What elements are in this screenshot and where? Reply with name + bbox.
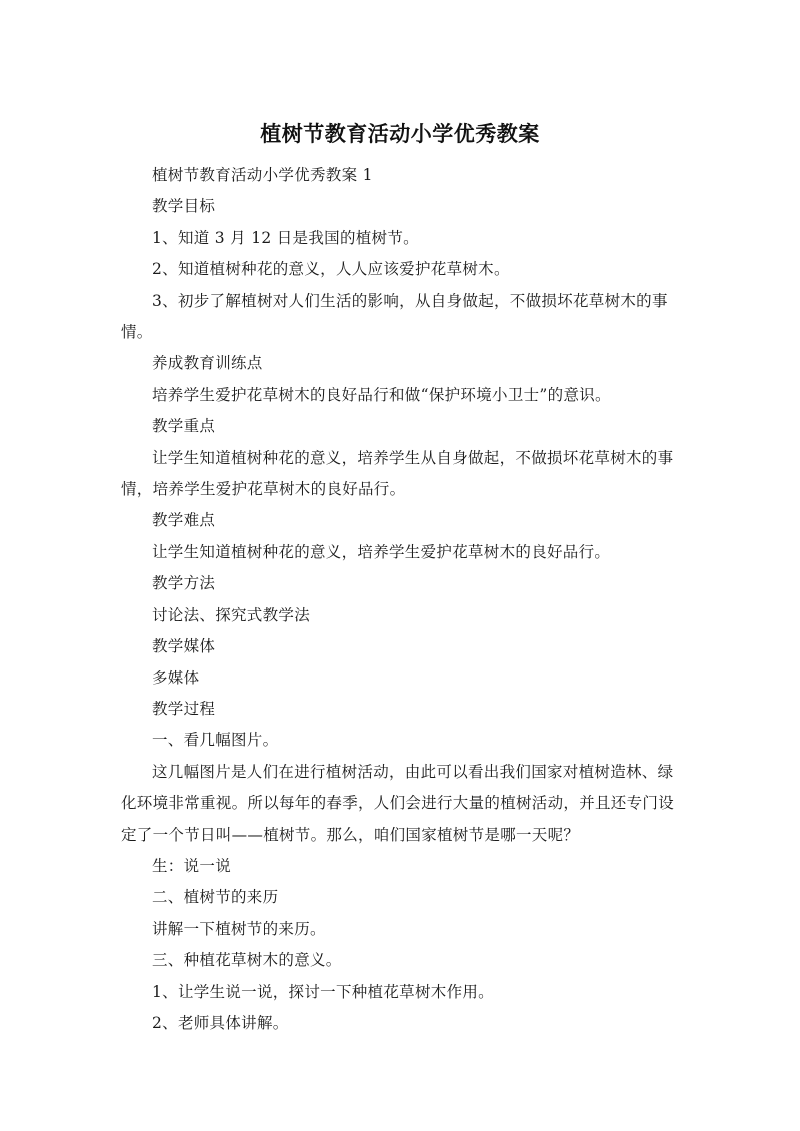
paragraph-key-point: 教学重点: [152, 417, 216, 436]
paragraph-teaching-goals: 教学目标: [152, 197, 216, 216]
paragraph-difficulty: 教学难点: [152, 511, 216, 530]
paragraph-student-say: 生：说一说: [152, 856, 232, 875]
paragraph-training-text: 培养学生爱护花草树木的良好品行和做“保护环境小卫士”的意识。: [152, 385, 611, 404]
paragraph-step-1-text: 这几幅图片是人们在进行植树活动，由此可以看出我们国家对植树造林、绿化环境非常重视。所以每年的春季，人们会进行大量的植树活动，并且还专门设定了一个节日叫——植树节。那么，咱们国家植树节是哪一天呢？: [121, 762, 675, 844]
paragraph-media: 教学媒体: [152, 637, 216, 656]
paragraph-method-text: 讨论法、探究式教学法: [152, 605, 311, 624]
paragraph-step-3-item-2: 2、老师具体讲解。: [152, 1013, 289, 1032]
paragraph-process: 教学过程: [152, 699, 216, 718]
paragraph-training-point: 养成教育训练点: [152, 354, 263, 373]
document-body: [121, 160, 681, 1039]
paragraph-goal-2: 2、知道植树种花的意义，人人应该爱护花草树木。: [152, 260, 510, 279]
paragraph-difficulty-text: 让学生知道植树种花的意义，培养学生爱护花草树木的良好品行。: [152, 542, 611, 561]
paragraph-media-text: 多媒体: [152, 668, 200, 687]
paragraph-step-3-item-1: 1、让学生说一说，探讨一下种植花草树木作用。: [152, 982, 494, 1001]
document-title: 植树节教育活动小学优秀教案: [260, 122, 540, 146]
paragraph-method: 教学方法: [152, 574, 216, 593]
paragraph-step-1: 一、看几幅图片。: [152, 731, 279, 750]
paragraph-step-2-text: 讲解一下植树节的来历。: [152, 919, 326, 938]
paragraph-lesson-heading: 植树节教育活动小学优秀教案 1: [152, 166, 373, 184]
paragraph-step-2: 二、植树节的来历: [152, 888, 279, 907]
paragraph-key-point-text: 让学生知道植树种花的意义，培养学生从自身做起，不做损坏花草树木的事情，培养学生爱护花草树木的良好品行。: [121, 448, 674, 499]
paragraph-goal-1: 1、知道 3 月 12 日是我国的植树节。: [152, 228, 419, 247]
paragraph-step-3: 三、种植花草树木的意义。: [152, 951, 342, 970]
paragraph-goal-3: 3、初步了解植树对人们生活的影响，从自身做起，不做损坏花草树木的事情。: [121, 291, 668, 342]
